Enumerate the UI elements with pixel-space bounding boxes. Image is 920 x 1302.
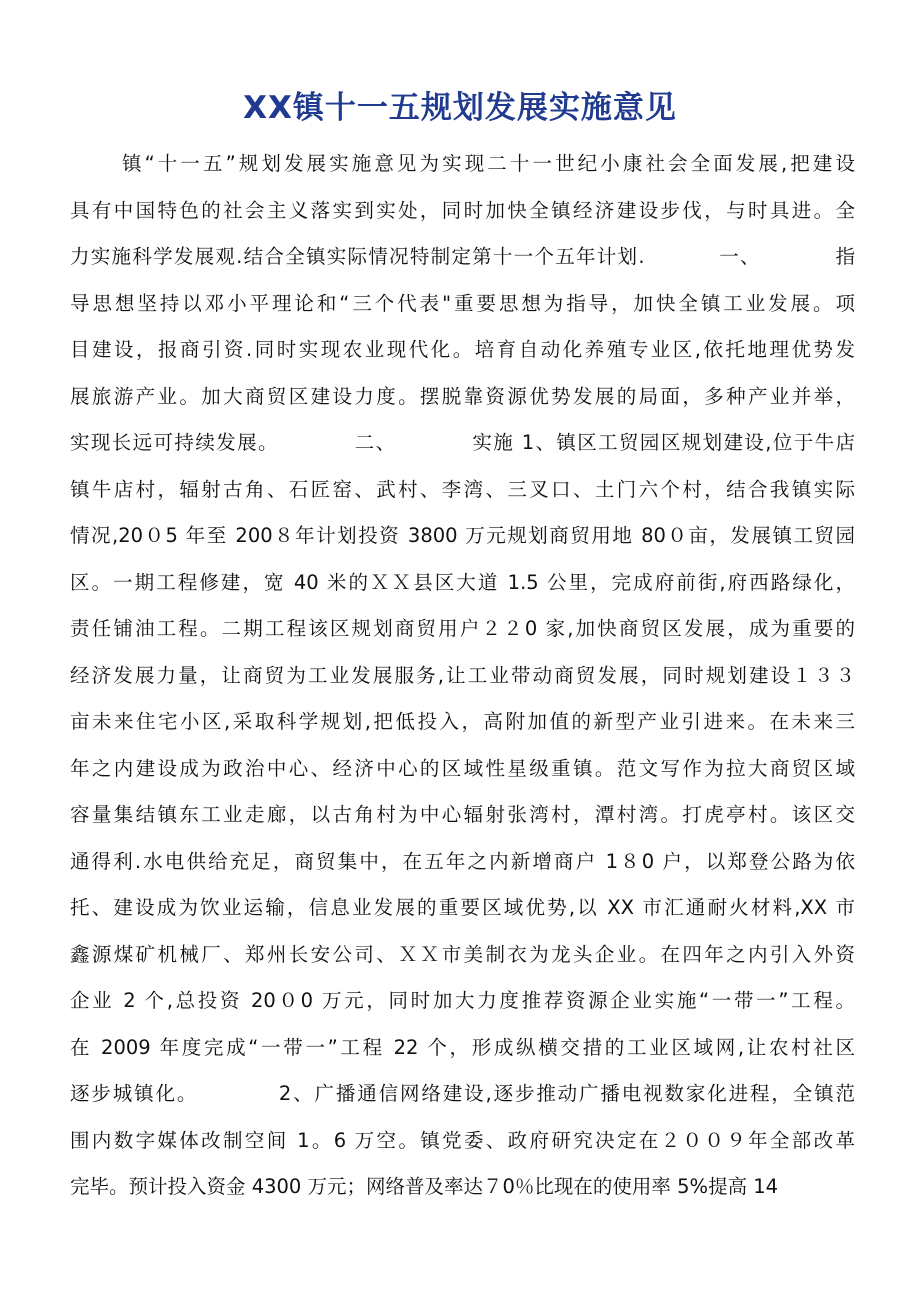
- body-line: 企业 2 个,总投资 20０0 万元，同时加大力度推荐资源企业实施“一带一”工程。: [70, 989, 855, 1012]
- document-body: [70, 141, 855, 1211]
- body-line: 展旅游产业。加大商贸区建设力度。摆脱靠资源优势发展的局面，多种产业并举，: [70, 384, 855, 408]
- body-line: 镇牛店村，辐射古角、石匠窑、武村、李湾、三叉口、土门六个村，结合我镇实际: [70, 477, 855, 501]
- body-line: 力实施科学发展观.结合全镇实际情况特制定第十一个五年计划. 一、 指: [70, 245, 855, 268]
- body-line: 鑫源煤矿机械厂、郑州长安公司、ＸＸ市美制衣为龙头企业。在四年之内引入外资: [70, 942, 855, 966]
- body-line: 托、建设成为饮业运输，信息业发展的重要区域优势,以 XX 市汇通耐火材料,XX 市: [70, 896, 855, 919]
- body-line: 围内数字媒体改制空间 1。6 万空。镇党委、政府研究决定在２００９年全部改革: [70, 1128, 855, 1152]
- body-line: 完毕。预计投入资金 4300 万元；网络普及率达７0％比现在的使用率 5%提高 14: [70, 1175, 779, 1198]
- body-line: 目建设，报商引资.同时实现农业现代化。培育自动化养殖专业区,依托地理优势发: [70, 338, 855, 361]
- body-line: 亩未来住宅小区,采取科学规划,把低投入，高附加值的新型产业引进来。在未来三: [70, 710, 855, 733]
- body-line: 导思想坚持以邓小平理论和“三个代表"重要思想为指导，加快全镇工业发展。项: [70, 291, 855, 315]
- document-title: XX镇十一五规划发展实施意见: [243, 90, 677, 126]
- body-line: 实现长远可持续发展。 二、 实施 1、镇区工贸园区规划建设,位于牛店: [70, 431, 855, 454]
- body-line: 情况,20０5 年至 200８年计划投资 3800 万元规划商贸用地 80０亩，发展镇工贸园: [70, 524, 855, 547]
- body-line: 容量集结镇东工业走廊，以古角村为中心辐射张湾村，潭村湾。打虎亭村。该区交: [70, 803, 855, 826]
- body-line: 在 2009 年度完成“一带一”工程 22 个，形成纵横交措的工业区域网,让农村社区: [70, 1035, 855, 1059]
- body-line: 年之内建设成为政治中心、经济中心的区域性星级重镇。范文写作为拉大商贸区域: [70, 756, 855, 780]
- body-line: 区。一期工程修建，宽 40 米的ＸＸ县区大道 1.5 公里，完成府前街,府西路绿化，: [70, 570, 855, 594]
- body-line: 经济发展力量，让商贸为工业发展服务,让工业带动商贸发展，同时规划建设１３３: [70, 663, 855, 687]
- body-line: 通得利.水电供给充足，商贸集中，在五年之内新增商户 1８0 户，以郑登公路为依: [70, 849, 855, 873]
- body-line: 具有中国特色的社会主义落实到实处，同时加快全镇经济建设步伐，与时具进。全: [70, 198, 855, 222]
- body-line: 镇“十一五”规划发展实施意见为实现二十一世纪小康社会全面发展,把建设: [122, 152, 855, 175]
- body-line: 逐步城镇化。 2、广播通信网络建设,逐步推动广播电视数家化进程，全镇范: [70, 1082, 855, 1105]
- body-line: 责任铺油工程。二期工程该区规划商贸用户２２0 家,加快商贸区发展，成为重要的: [70, 617, 855, 640]
